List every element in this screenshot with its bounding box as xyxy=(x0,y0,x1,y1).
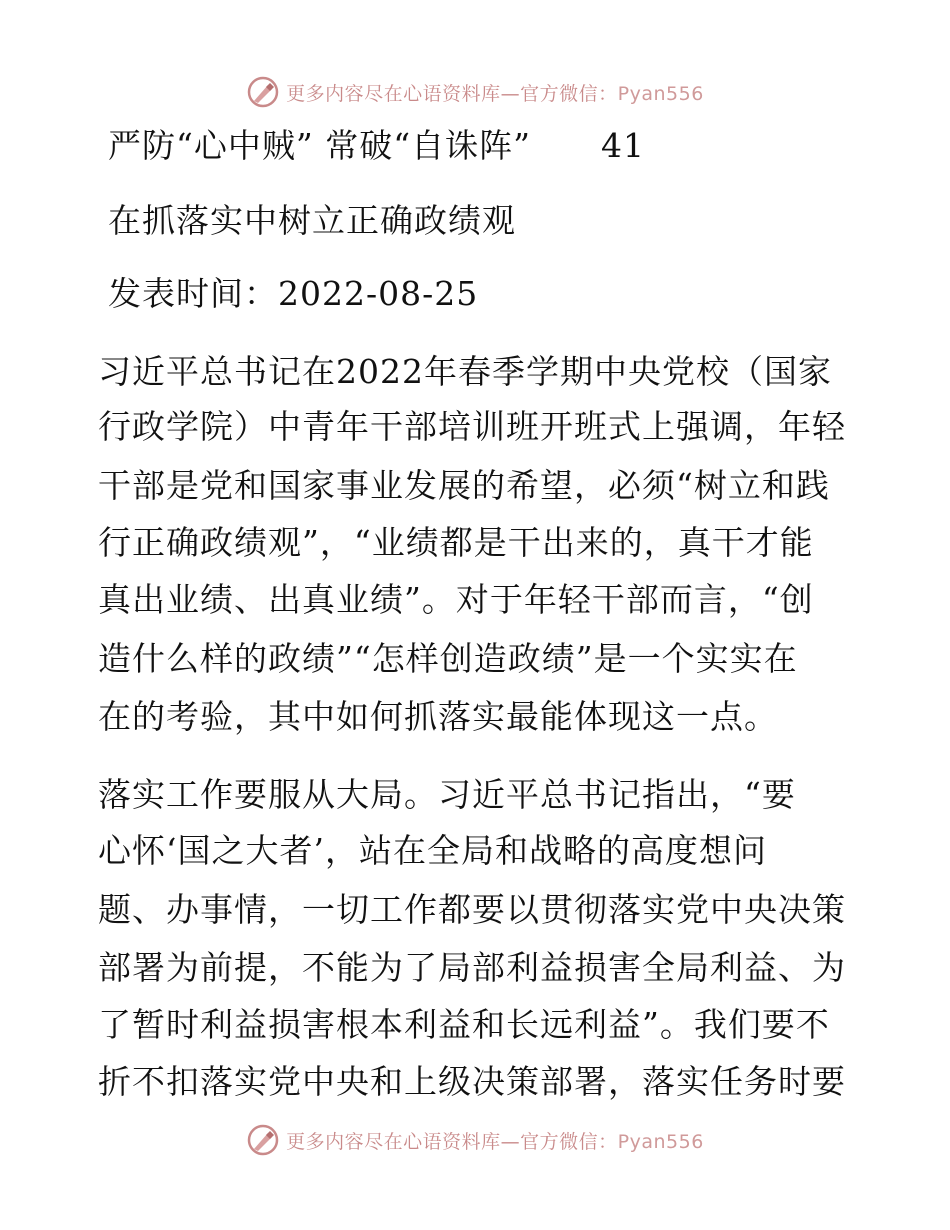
paragraph-line: 部署为前提，不能为了局部利益损害全局利益、为 xyxy=(98,948,846,987)
article-title: 严防“心中贼” 常破“自诛阵” xyxy=(108,126,531,165)
paragraph-line: 干部是党和国家事业发展的希望，必须“树立和践 xyxy=(98,466,830,505)
watermark-text: 更多内容尽在心语资料库—官方微信： xyxy=(286,82,618,105)
publish-date: 发表时间：2022-08-25 xyxy=(108,274,479,313)
pen-circle-logo-icon xyxy=(246,1123,280,1157)
article-title-line xyxy=(108,118,645,174)
page-number: 41 xyxy=(600,126,645,165)
paragraph-line: 真出业绩、出真业绩”。对于年轻干部而言，“创 xyxy=(98,580,814,619)
paragraph-line: 落实工作要服从大局。习近平总书记指出，“要 xyxy=(98,775,796,814)
paragraph-line: 心怀‘国之大者’，站在全局和战略的高度想问 xyxy=(98,831,767,870)
paragraph-line: 在的考验，其中如何抓落实最能体现这一点。 xyxy=(98,697,778,736)
paragraph-line: 折不扣落实党中央和上级决策部署，落实任务时要 xyxy=(98,1062,846,1101)
watermark-wechat: Pyan556 xyxy=(617,1130,704,1153)
paragraph-line: 行正确政绩观”，“业绩都是干出来的，真干才能 xyxy=(98,523,814,562)
watermark-banner-bottom xyxy=(0,1120,950,1160)
paragraph-line: 了暂时利益损害根本利益和长远利益”。我们要不 xyxy=(98,1005,830,1044)
watermark-text: 更多内容尽在心语资料库—官方微信： xyxy=(286,1130,618,1153)
paragraph-line: 行政学院）中青年干部培训班开班式上强调，年轻 xyxy=(98,407,846,446)
watermark-wechat: Pyan556 xyxy=(617,82,704,105)
paragraph-line: 造什么样的政绩”“怎样创造政绩”是一个实实在 xyxy=(98,639,798,678)
paragraph-line: 题、办事情，一切工作都要以贯彻落实党中央决策 xyxy=(98,890,846,929)
article-subtitle: 在抓落实中树立正确政绩观 xyxy=(108,201,516,240)
pen-circle-logo-icon xyxy=(246,75,280,109)
watermark-banner-top xyxy=(0,72,950,112)
paragraph-line: 习近平总书记在2022年春季学期中央党校（国家 xyxy=(98,352,832,391)
